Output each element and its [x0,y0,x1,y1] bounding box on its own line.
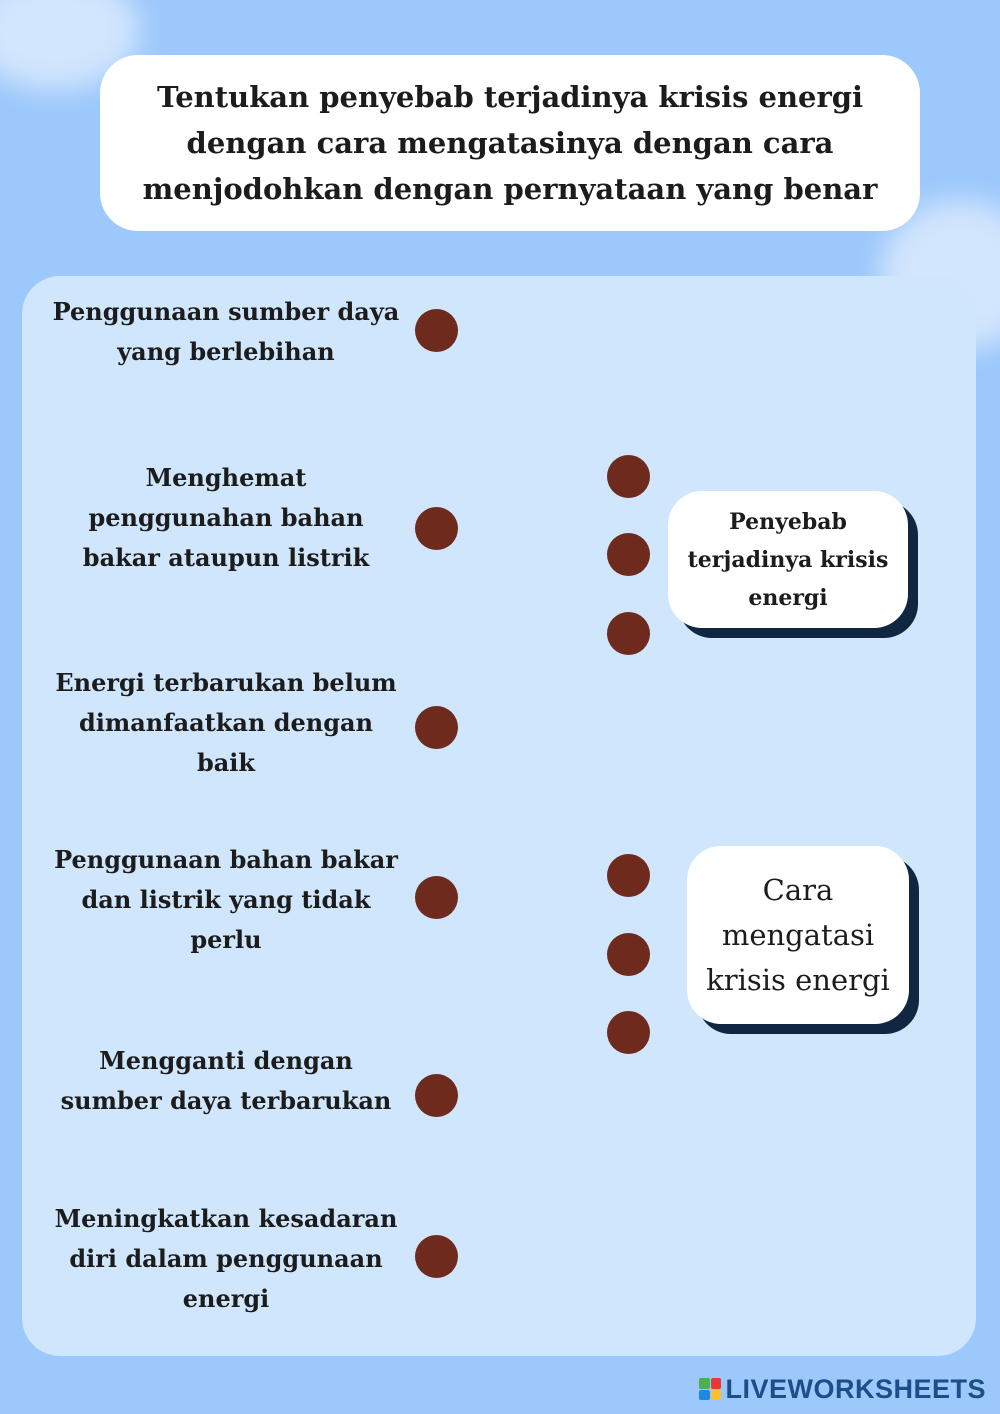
category-1-connector-dot[interactable] [607,455,650,498]
statement-1: Penggunaan sumber daya yang berlebihan [52,297,400,366]
statement-2-connector-dot[interactable] [415,507,458,550]
statement-2: Menghemat penggunahan bahan bakar ataupun listrik [82,463,370,572]
instruction-text: Tentukan penyebab terjadinya krisis energi dengan cara mengatasinya dengan cara menjodohkan dengan pernyataan yang benar [142,80,878,206]
category-box-causes [668,491,908,628]
category-2-connector-dot[interactable] [607,1011,650,1054]
statement-3: Energi terbarukan belum dimanfaatkan dengan baik [55,668,397,777]
category-2-connector-dot[interactable] [607,854,650,897]
category-1-connector-dot[interactable] [607,612,650,655]
statement-6-connector-dot[interactable] [415,1235,458,1278]
statement-1-connector-dot[interactable] [415,309,458,352]
category-box-solutions [687,846,909,1024]
brand-text: LIVEWORKSHEETS [725,1373,986,1404]
category-label-solutions: Cara mengatasi krisis energi [706,872,890,997]
category-2-connector-dot[interactable] [607,933,650,976]
statement-3-connector-dot[interactable] [415,706,458,749]
category-1-connector-dot[interactable] [607,533,650,576]
liveworksheets-logo-icon [699,1378,721,1400]
liveworksheets-brand [699,1372,986,1406]
statement-4-connector-dot[interactable] [415,876,458,919]
category-label-causes: Penyebab terjadinya krisis energi [687,508,889,611]
matching-panel [22,276,976,1356]
statement-5-connector-dot[interactable] [415,1074,458,1117]
statement-5: Mengganti dengan sumber daya terbarukan [60,1046,392,1115]
instruction-box [100,55,920,231]
statement-6: Meningkatkan kesadaran diri dalam penggunaan energi [54,1204,398,1313]
statement-4: Penggunaan bahan bakar dan listrik yang tidak perlu [54,845,398,954]
